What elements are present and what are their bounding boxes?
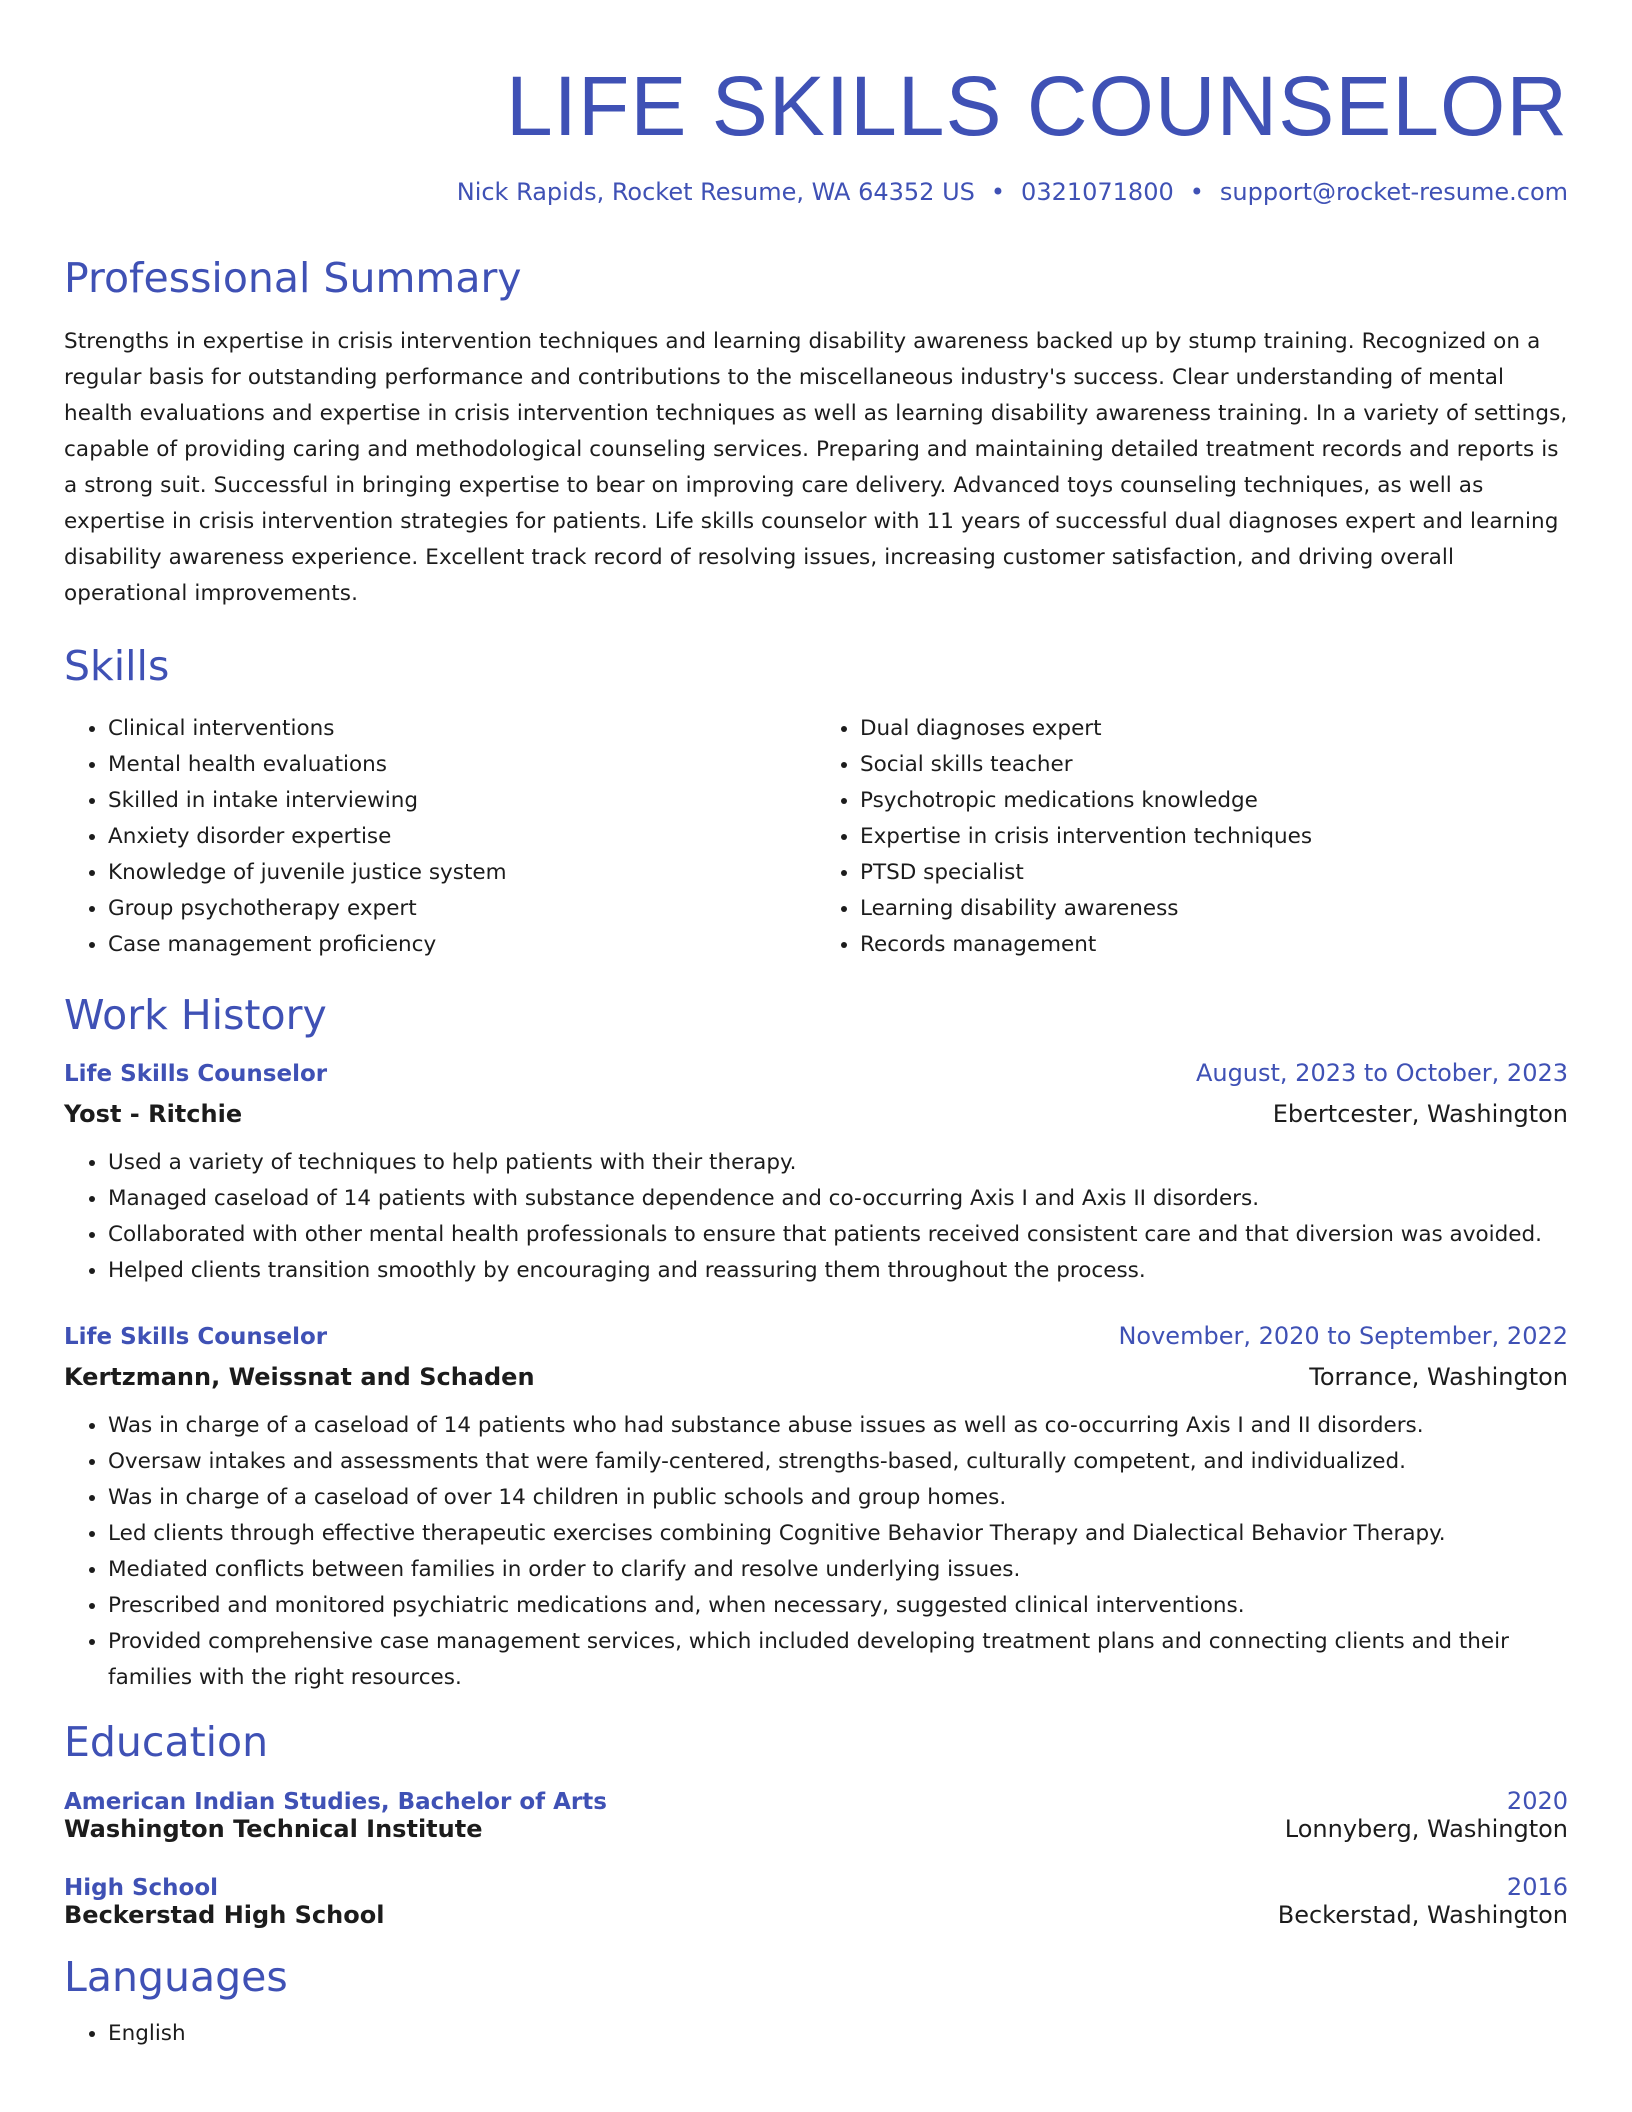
contact-email: support@rocket-resume.com	[1219, 178, 1568, 207]
work-history-section	[64, 991, 1568, 1696]
job-bullet: • Managed caseload of 14 patients with substance dependence and co-occurring Axis I and Axis II disorders.	[108, 1181, 1568, 1217]
job-title: Life Skills Counselor	[64, 1060, 328, 1087]
job-title: Life Skills Counselor	[64, 1323, 328, 1350]
job-bullet: • Was in charge of a caseload of over 14 children in public schools and group homes.	[108, 1480, 1568, 1516]
job-dates: August, 2023 to October, 2023	[1195, 1058, 1568, 1087]
job-bullet: • Helped clients transition smoothly by encouraging and reassuring them throughout the process.	[108, 1253, 1568, 1289]
job-bullet: • Collaborated with other mental health professionals to ensure that patients received consistent care and that diversion was avoided.	[108, 1217, 1568, 1253]
contact-address: Nick Rapids, Rocket Resume, WA 64352 US	[456, 178, 975, 207]
job-bullet: • Prescribed and monitored psychiatric medications and, when necessary, suggested clinical interventions.	[108, 1588, 1568, 1624]
summary-text: Strengths in expertise in crisis intervention techniques and learning disability awareness backed up by stump training. Recognized on a regular basis for outstanding performance and contributions to the miscellaneous industry's success. Clear understanding of mental health evaluations and expertise in crisis intervention techniques as well as learning disability awareness training. In a variety of settings, capable of providing caring and methodological counseling services. Preparing and maintaining detailed treatment records and reports is a strong suit. Successful in bringing expertise to bear on improving care delivery. Advanced toys counseling techniques, as well as expertise in crisis intervention strategies for patients. Life skills counselor with 11 years of successful dual diagnoses expert and learning disability awareness experience. Excellent track record of resolving issues, increasing customer satisfaction, and driving overall operational improvements.	[64, 328, 1568, 606]
skill-item: • Social skills teacher	[860, 747, 1568, 783]
job-entry	[64, 1056, 1568, 1289]
job-bullet: • Used a variety of techniques to help patients with their therapy.	[108, 1145, 1568, 1181]
education-degree: High School	[64, 1875, 219, 1902]
education-section	[64, 1718, 1568, 1929]
work-history-heading: Work History	[64, 990, 327, 1039]
education-degree-row	[64, 1873, 1568, 1901]
skill-item: • Psychotropic medications knowledge	[860, 783, 1568, 819]
summary-heading: Professional Summary	[64, 254, 522, 303]
summary-section	[64, 254, 1568, 611]
education-school: Beckerstad High School	[64, 1901, 385, 1930]
job-bullet: • Led clients through effective therapeutic exercises combining Cognitive Behavior Therapy and Dialectical Behavior Therapy.	[108, 1516, 1568, 1552]
job-bullets	[64, 1408, 1568, 1696]
education-school: Washington Technical Institute	[64, 1815, 483, 1844]
education-location: Lonnyberg, Washington	[1284, 1815, 1568, 1844]
job-location: Ebertcester, Washington	[1272, 1099, 1568, 1128]
skill-item: • Skilled in intake interviewing	[108, 783, 816, 819]
education-entry	[64, 1787, 1568, 1843]
skill-item: • Group psychotherapy expert	[108, 891, 816, 927]
job-bullet: • Was in charge of a caseload of 14 patients who had substance abuse issues as well as co-occurring Axis I and II disorders.	[108, 1408, 1568, 1444]
skill-item: • Case management proficiency	[108, 927, 816, 963]
skill-item: • Mental health evaluations	[108, 747, 816, 783]
job-company-row	[64, 1360, 1568, 1394]
education-heading: Education	[64, 1717, 269, 1766]
languages-section	[64, 1953, 1568, 2052]
job-bullets	[64, 1145, 1568, 1289]
resume-title: LIFE SKILLS COUNSELOR	[505, 59, 1568, 153]
skill-item: • PTSD specialist	[860, 855, 1568, 891]
job-bullet: • Oversaw intakes and assessments that were family-centered, strengths-based, culturally competent, and individualized.	[108, 1444, 1568, 1480]
job-bullet: • Provided comprehensive case management services, which included developing treatment plans and connecting clients and their families with the right resources.	[108, 1624, 1568, 1696]
education-degree: American Indian Studies, Bachelor of Arts	[64, 1789, 607, 1816]
education-school-row	[64, 1901, 1568, 1929]
language-item: • English	[108, 2016, 1568, 2052]
languages-list	[64, 2016, 1568, 2052]
skill-item: • Anxiety disorder expertise	[108, 819, 816, 855]
education-school-row	[64, 1815, 1568, 1843]
job-company: Kertzmann, Weissnat and Schaden	[64, 1362, 535, 1391]
education-location: Beckerstad, Washington	[1277, 1901, 1568, 1930]
skills-left-column	[64, 711, 816, 963]
job-company: Yost - Ritchie	[64, 1099, 243, 1128]
education-degree-row	[64, 1787, 1568, 1815]
skill-item: • Expertise in crisis intervention techniques	[860, 819, 1568, 855]
job-title-row	[64, 1319, 1568, 1354]
contact-line	[64, 178, 1568, 206]
education-year: 2020	[1506, 1787, 1568, 1816]
skill-item: • Records management	[860, 927, 1568, 963]
skill-item: • Dual diagnoses expert	[860, 711, 1568, 747]
job-entry	[64, 1319, 1568, 1696]
contact-phone: 0321071800	[1021, 178, 1174, 207]
education-entry	[64, 1873, 1568, 1929]
contact-separator: •	[990, 178, 1006, 207]
skills-right-column	[816, 711, 1568, 963]
job-location: Torrance, Washington	[1309, 1362, 1568, 1391]
contact-separator: •	[1189, 178, 1204, 207]
job-company-row	[64, 1097, 1568, 1131]
languages-heading: Languages	[64, 1953, 288, 2002]
skills-columns	[64, 711, 1568, 963]
skill-item: • Clinical interventions	[108, 711, 816, 747]
skills-section	[64, 642, 1568, 963]
job-dates: November, 2020 to September, 2022	[1118, 1321, 1568, 1350]
job-title-row	[64, 1056, 1568, 1091]
skill-item: • Learning disability awareness	[860, 891, 1568, 927]
skill-item: • Knowledge of juvenile justice system	[108, 855, 816, 891]
education-year: 2016	[1506, 1873, 1568, 1902]
skills-heading: Skills	[64, 641, 170, 690]
job-bullet: • Mediated conflicts between families in order to clarify and resolve underlying issues.	[108, 1552, 1568, 1588]
